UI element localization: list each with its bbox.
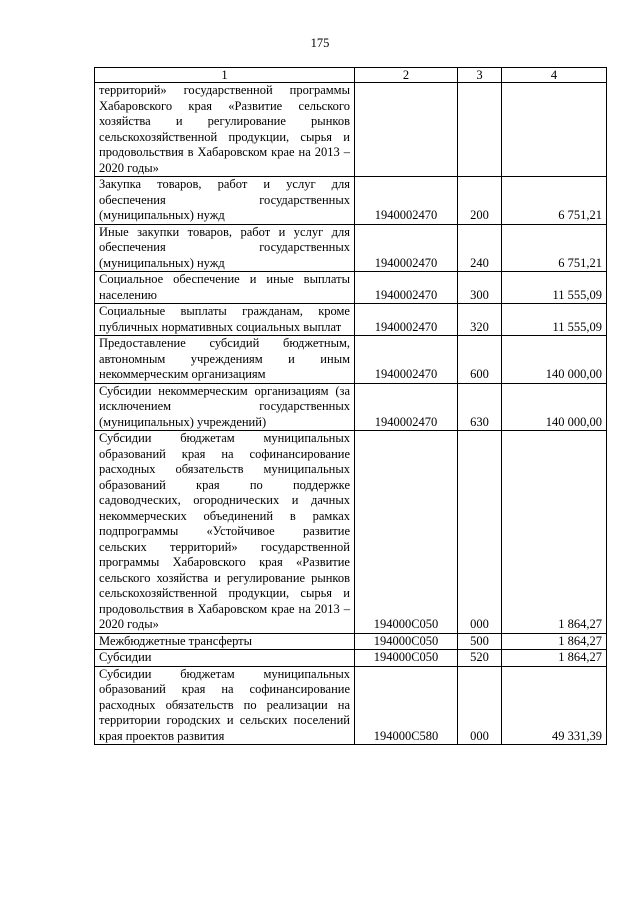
row-expense-type-cell: 320	[458, 304, 502, 336]
table-row	[95, 633, 607, 650]
row-expense-type-cell: 000	[458, 431, 502, 634]
table-row	[95, 224, 607, 272]
row-name-cell: Субсидии бюджетам муниципальных образований края на софинансирование расходных обязательств муниципальных образований края по поддержке садоводческих, огороднических и дачных некоммерческих объединений в рамках подпрограммы «Устойчивое развитие сельских территорий» государственной программы Хабаровского края «Развитие сельского хозяйства и регулирование рынков сельскохозяйственной продукции, сырья и продовольствия в Хабаровском крае на 2013 – 2020 годы»	[95, 431, 355, 634]
row-name-cell: Предоставление субсидий бюджетным, автономным учреждениям и иным некоммерческим организациям	[95, 336, 355, 384]
table-row	[95, 650, 607, 667]
row-expense-type-cell: 300	[458, 272, 502, 304]
row-expense-type-cell: 630	[458, 383, 502, 431]
row-amount-cell: 140 000,00	[502, 383, 607, 431]
row-expense-type-cell: 200	[458, 177, 502, 225]
row-name-cell: территорий» государственной программы Хабаровского края «Развитие сельского хозяйства и регулирование рынков сельскохозяйственной продукции, сырья и продовольствия в Хабаровском крае на 2013 – 2020 годы»	[95, 83, 355, 177]
column-header: 4	[502, 68, 607, 83]
table-body	[95, 83, 607, 745]
row-expense-type-cell: 240	[458, 224, 502, 272]
table-row	[95, 431, 607, 634]
row-code-cell: 1940002470	[355, 383, 458, 431]
budget-table	[94, 67, 607, 745]
row-code-cell: 1940002470	[355, 336, 458, 384]
row-code-cell: 1940002470	[355, 177, 458, 225]
table-row	[95, 383, 607, 431]
row-code-cell: 194000С050	[355, 431, 458, 634]
row-expense-type-cell	[458, 83, 502, 177]
page-number: 175	[310, 36, 330, 50]
row-name-cell: Социальные выплаты гражданам, кроме публичных нормативных социальных выплат	[95, 304, 355, 336]
row-code-cell: 194000С050	[355, 633, 458, 650]
row-amount-cell: 11 555,09	[502, 272, 607, 304]
row-amount-cell: 1 864,27	[502, 431, 607, 634]
column-header: 3	[458, 68, 502, 83]
row-expense-type-cell: 500	[458, 633, 502, 650]
table-row	[95, 666, 607, 745]
table-row	[95, 304, 607, 336]
row-expense-type-cell: 600	[458, 336, 502, 384]
row-name-cell: Иные закупки товаров, работ и услуг для обеспечения государственных (муниципальных) нужд	[95, 224, 355, 272]
table-row	[95, 336, 607, 384]
row-name-cell: Межбюджетные трансферты	[95, 633, 355, 650]
table-row	[95, 272, 607, 304]
row-code-cell: 194000С050	[355, 650, 458, 667]
row-name-cell: Субсидии некоммерческим организациям (за исключением государственных (муниципальных) учреждений)	[95, 383, 355, 431]
table-row	[95, 177, 607, 225]
row-amount-cell: 1 864,27	[502, 633, 607, 650]
row-expense-type-cell: 000	[458, 666, 502, 745]
row-amount-cell	[502, 83, 607, 177]
table-row	[95, 83, 607, 177]
row-name-cell: Закупка товаров, работ и услуг для обеспечения государственных (муниципальных) нужд	[95, 177, 355, 225]
table-header-row	[95, 68, 607, 83]
row-name-cell: Социальное обеспечение и иные выплаты населению	[95, 272, 355, 304]
row-amount-cell: 6 751,21	[502, 177, 607, 225]
row-amount-cell: 140 000,00	[502, 336, 607, 384]
column-header: 1	[95, 68, 355, 83]
row-code-cell: 194000С580	[355, 666, 458, 745]
row-name-cell: Субсидии	[95, 650, 355, 667]
row-amount-cell: 6 751,21	[502, 224, 607, 272]
row-amount-cell: 1 864,27	[502, 650, 607, 667]
row-amount-cell: 49 331,39	[502, 666, 607, 745]
column-header: 2	[355, 68, 458, 83]
row-name-cell: Субсидии бюджетам муниципальных образований края на софинансирование расходных обязательств по реализации на территории городских и сельских поселений края проектов развития	[95, 666, 355, 745]
row-code-cell: 1940002470	[355, 224, 458, 272]
row-code-cell: 1940002470	[355, 272, 458, 304]
row-expense-type-cell: 520	[458, 650, 502, 667]
row-amount-cell: 11 555,09	[502, 304, 607, 336]
row-code-cell: 1940002470	[355, 304, 458, 336]
row-code-cell	[355, 83, 458, 177]
